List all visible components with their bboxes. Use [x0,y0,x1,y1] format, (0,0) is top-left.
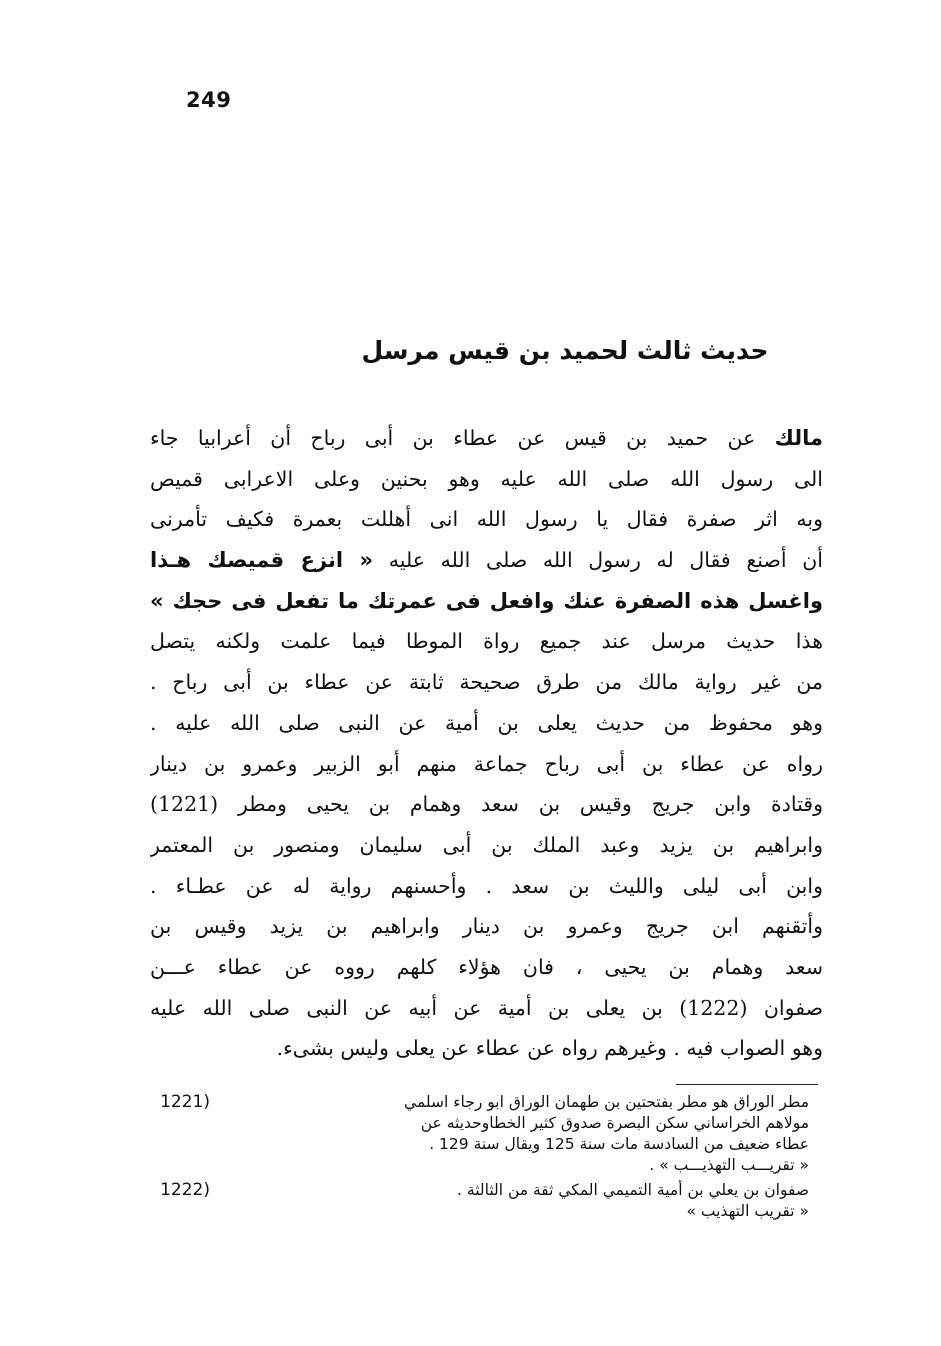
footnote-1221 [150,1092,823,1176]
footnote-line: مولاهم الخراساني سكن البصرة صدوق كثير الخطاوحديثه عن [420,1114,809,1132]
body-line: صفوان (1222) بن يعلى بن أمية عن أبيه عن النبى صلى الله عليه [150,995,823,1020]
footnote-line: عطاء ضعيف من السادسة مات سنة 125 ويقال سنة 129 . [429,1135,809,1153]
footnote-line: صفوان بن يعلي بن أمية التميمي المكي ثقة من الثالثة . [457,1181,809,1199]
page-number: 249 [186,88,232,112]
section-heading: حديث ثالث لحميد بن قيس مرسل [361,336,769,365]
body-line: أن أصنع فقال له رسول الله صلى الله عليه « انزع قميصك هـذا [150,548,823,573]
body-line: رواه عن عطاء بن أبى رباح جماعة منهم أبو الزبير وعمرو بن دينار [150,751,823,776]
footnote-number: 1222) [160,1180,210,1200]
body-line: وهو محفوظ من حديث يعلى بن أمية عن النبى صلى الله عليه . [150,710,823,735]
body-line: هذا حديث مرسل عند جميع رواة الموطا فيما علمت ولكنه يتصل [150,629,823,654]
body-line: واغسل هذه الصفرة عنك وافعل فى عمرتك ما تفعل فى حجك » [150,588,823,613]
body-line: وهو الصواب فيه . وغيرهم رواه عن عطاء عن يعلى وليس بشىء. [276,1036,823,1061]
body-line: وأتقنهم ابن جريج وعمرو بن دينار وابراهيم بن يزيد وقيس بن [150,914,823,939]
footnote-line: « تقريـــب التهذيـــب » . [649,1156,809,1174]
footnote-separator [676,1084,818,1085]
body-line: مالك عن حميد بن قيس عن عطاء بن أبى رباح أن أعرابيا جاء [150,426,823,450]
footnotes [150,1092,823,1226]
body-text [150,418,823,1069]
body-line: وقتادة وابن جريج وقيس بن سعد وهمام بن يحيى ومطر (1221) [150,792,823,817]
footnote-text [210,1180,823,1222]
footnote-line: مطر الوراق هو مطر بفتحتين بن طهمان الوراق ابو رجاء اسلمي [404,1093,809,1111]
body-line: الى رسول الله صلى الله عليه وهو بحنين وعلى الاعرابى قميص [150,466,823,491]
body-line: وابن أبى ليلى والليث بن سعد . وأحسنهم رواية له عن عطـاء . [150,873,823,898]
footnote-number: 1221) [160,1092,210,1112]
body-line: من غير رواية مالك من طرق صحيحة ثابتة عن عطاء بن أبى رباح . [150,670,823,695]
body-line: سعد وهمام بن يحيى ، فان هؤلاء كلهم رووه عن عطاء عـــن [150,954,823,979]
body-line: وابراهيم بن يزيد وعبد الملك بن أبى سليمان ومنصور بن المعتمر [150,832,823,857]
footnote-text [210,1092,823,1176]
footnote-line: « تقريب التهذيب » [686,1202,809,1220]
body-line: وبه اثر صفرة فقال يا رسول الله انى أهللت بعمرة فكيف تأمرنى [150,507,823,532]
footnote-1222 [150,1180,823,1222]
